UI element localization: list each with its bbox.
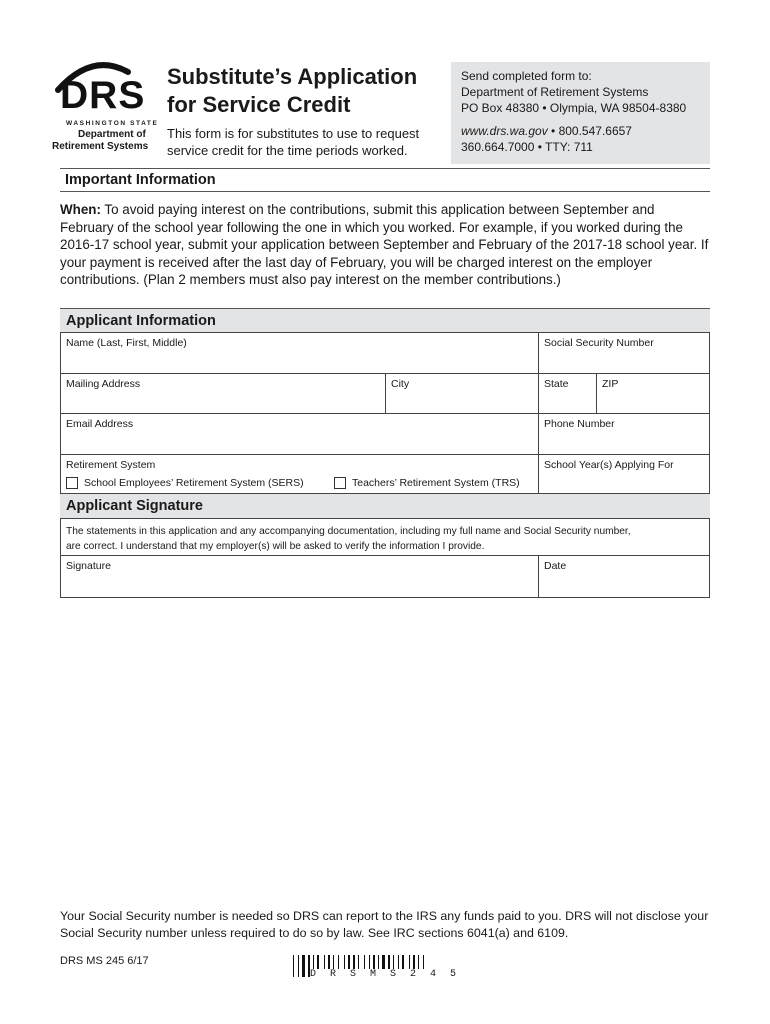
- email-field[interactable]: [60, 413, 539, 455]
- when-text: To avoid paying interest on the contributions, submit this application between September and February of the school year following the one in which you worked. For example, if you worked during the 2016-17 school year, submit your application between September and February of the 2017-18 school year. If your payment is received after the last day of February, you will be charged interest on the employer contributions. (Plan 2 members must also pay interest on the member contributions.): [60, 202, 709, 287]
- mailing-label: Mailing Address: [66, 378, 141, 390]
- zip-label: ZIP: [602, 378, 619, 390]
- ssn-label: Social Security Number: [544, 337, 654, 349]
- sers-label: School Employees’ Retirement System (SERS): [84, 477, 304, 489]
- drs-logo: [52, 60, 160, 156]
- city-label: City: [391, 378, 410, 390]
- barcode-text: DRSMS245: [310, 969, 471, 980]
- statement-line2: are correct. I understand that my employer(s) will be asked to verify the information I provide.: [66, 541, 485, 552]
- school-year-field[interactable]: [538, 454, 710, 494]
- form-title-line1: Substitute’s Application: [167, 64, 418, 89]
- form-subtitle-line2: service credit for the time periods worked.: [167, 143, 408, 158]
- send-to-box: [451, 62, 710, 164]
- name-label: Name (Last, First, Middle): [66, 337, 187, 349]
- note-line2: Social Security number unless required to do so by law. See IRC sections 6041(a) and 6109.: [60, 926, 569, 940]
- trs-checkbox[interactable]: [334, 477, 346, 489]
- email-label: Email Address: [66, 418, 134, 430]
- city-field[interactable]: [385, 373, 539, 414]
- form-number: DRS MS 245 6/17: [60, 955, 149, 967]
- form-subtitle: [167, 125, 447, 159]
- important-info-heading: Important Information: [60, 168, 710, 192]
- applicant-signature-heading: Applicant Signature: [60, 494, 710, 518]
- ssn-field[interactable]: [538, 332, 710, 374]
- name-field[interactable]: [60, 332, 539, 374]
- website-link[interactable]: www.drs.wa.gov: [461, 124, 548, 138]
- certification-statement: [60, 518, 710, 556]
- send-line2: Department of Retirement Systems: [461, 85, 649, 99]
- logo-drs-text: DRS: [60, 74, 146, 117]
- sers-checkbox[interactable]: [66, 477, 78, 489]
- send-line3: PO Box 48380 • Olympia, WA 98504-8380: [461, 101, 687, 115]
- when-paragraph: [60, 201, 710, 289]
- logo-dept-line1: Department of: [78, 129, 146, 140]
- date-field[interactable]: [538, 555, 710, 598]
- sers-option[interactable]: [66, 477, 304, 489]
- school-year-label: School Year(s) Applying For: [544, 459, 674, 471]
- applicant-info-heading: Applicant Information: [60, 308, 710, 332]
- phone-label: Phone Number: [544, 418, 615, 430]
- phone-1: • 800.547.6657: [547, 124, 632, 138]
- signature-field[interactable]: [60, 555, 539, 598]
- trs-label: Teachers’ Retirement System (TRS): [352, 477, 520, 489]
- state-field[interactable]: [538, 373, 597, 414]
- mailing-address-field[interactable]: [60, 373, 386, 414]
- form-subtitle-line1: This form is for substitutes to use to request: [167, 126, 420, 141]
- ssn-disclosure-note: [60, 908, 720, 942]
- zip-field[interactable]: [596, 373, 710, 414]
- trs-option[interactable]: [334, 477, 520, 489]
- signature-label: Signature: [66, 560, 111, 572]
- send-line1: Send completed form to:: [461, 69, 592, 83]
- note-line1: Your Social Security number is needed so DRS can report to the IRS any funds paid to you. DRS will not disclose your: [60, 909, 709, 923]
- when-label: When:: [60, 202, 101, 217]
- form-title: [167, 63, 447, 119]
- form-title-line2: for Service Credit: [167, 92, 351, 117]
- logo-dept-line2: Retirement Systems: [52, 141, 149, 152]
- contact-line2: 360.664.7000 • TTY: 711: [461, 140, 593, 154]
- logo-state-text: WASHINGTON STATE: [66, 120, 159, 127]
- phone-field[interactable]: [538, 413, 710, 455]
- date-label: Date: [544, 560, 567, 572]
- statement-line1: The statements in this application and any accompanying documentation, including my full name and Social Security number,: [66, 526, 631, 537]
- state-label: State: [544, 378, 569, 390]
- retirement-label: Retirement System: [66, 459, 156, 471]
- contact-line1: [461, 123, 710, 139]
